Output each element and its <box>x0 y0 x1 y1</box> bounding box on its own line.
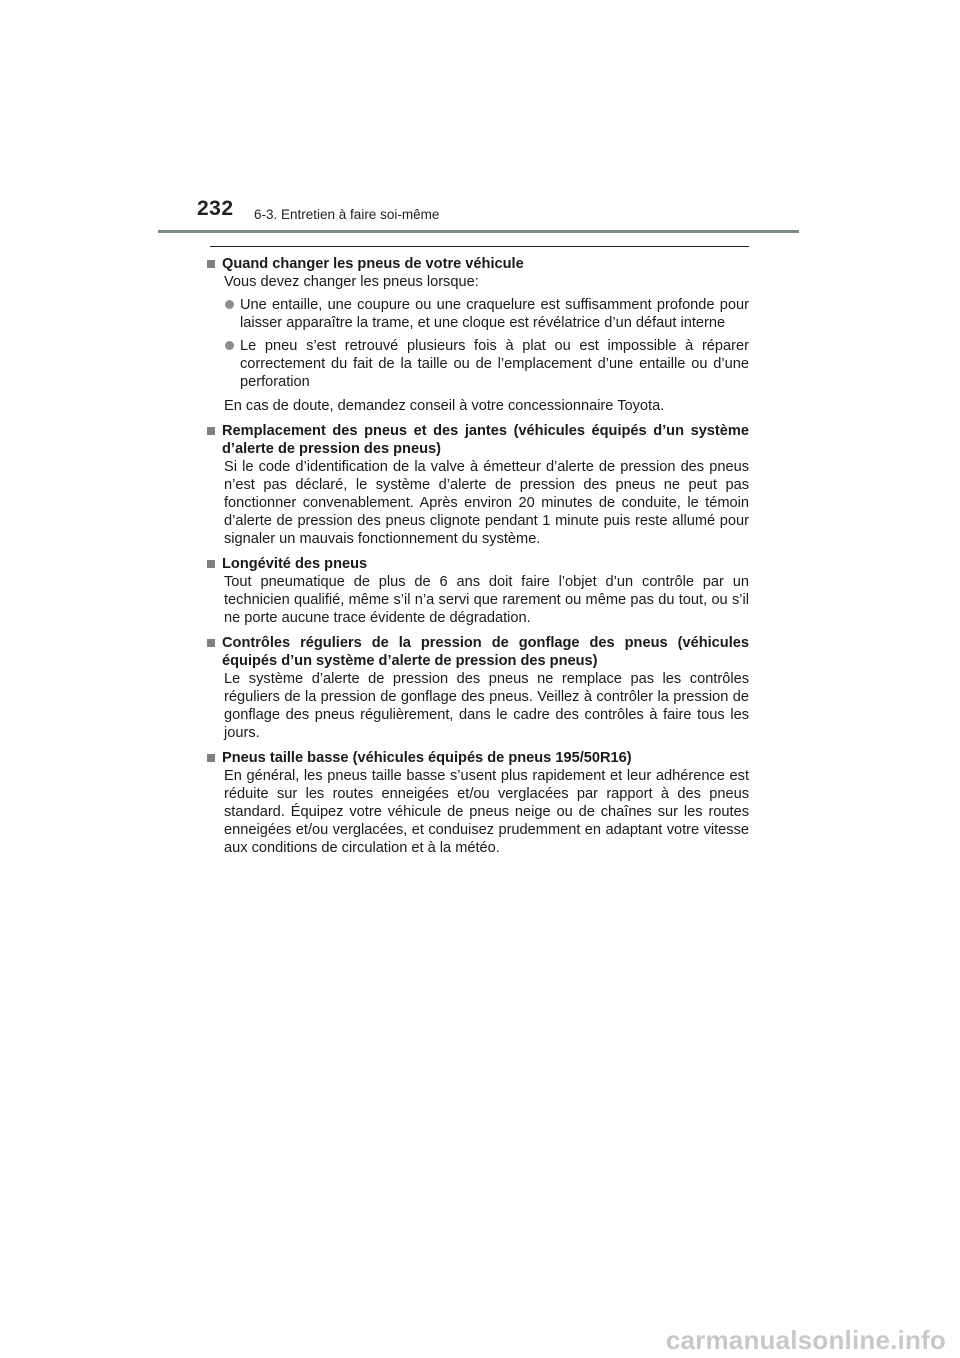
section-body: Si le code d’identification de la valve à émetteur d’alerte de pression des pneus n’est pas déclaré, le système d’alerte de pression des pneus ne peut pas fonctionner convenablement. Après environ 20 minutes de conduite, le témoin d’alerte de pression des pneus clignote pendant 1 minute puis reste allumé pour signaler un mauvais fonctionnement du système. <box>224 459 749 547</box>
list-item-text: Le pneu s’est retrouvé plusieurs fois à plat ou est impossible à réparer correctement du fait de la taille ou de l’emplacement d’une entaille ou d’une perforation <box>240 338 749 390</box>
section-heading: Quand changer les pneus de votre véhicule <box>222 256 524 272</box>
circle-bullet-icon <box>225 341 234 350</box>
section-heading: Longévité des pneus <box>222 556 368 572</box>
section-pressure-checks <box>207 634 749 742</box>
square-bullet-icon <box>207 260 215 268</box>
section-heading: Contrôles réguliers de la pression de gonflage des pneus (véhicules équipés d’un système d’alerte de pression des pneus) <box>222 635 749 669</box>
square-bullet-icon <box>207 560 215 568</box>
list-item <box>207 337 749 391</box>
section-outro: En cas de doute, demandez conseil à votre concessionnaire Toyota. <box>224 398 665 414</box>
header-rule <box>158 230 799 233</box>
section-body: Tout pneumatique de plus de 6 ans doit faire l’objet d’un contrôle par un technicien qualifié, même s’il n’a servi que rarement ou même pas du tout, ou s’il ne porte aucune trace évidente de dégradation. <box>224 574 749 626</box>
section-intro: Vous devez changer les pneus lorsque: <box>224 274 479 290</box>
section-tire-longevity <box>207 555 749 627</box>
section-body: En général, les pneus taille basse s’usent plus rapidement et leur adhérence est réduite sur les routes enneigées et/ou verglacées par rapport à des pneus standard. Équipez votre véhicule de pneus neige ou de chaînes sur les routes enneigées et/ou verglacées, et conduisez prudemment en adaptant votre vitesse aux conditions de circulation et à la météo. <box>224 768 749 856</box>
site-watermark: carmanualsonline.info <box>665 1325 946 1355</box>
chapter-title: 6-3. Entretien à faire soi-même <box>254 207 440 222</box>
list-item-text: Une entaille, une coupure ou une craquelure est suffisamment profonde pour laisser apparaître la trame, et une cloque est révélatrice d’un défaut interne <box>240 297 749 331</box>
page-content <box>207 255 749 864</box>
circle-bullet-icon <box>225 300 234 309</box>
square-bullet-icon <box>207 754 215 762</box>
section-tire-change-timing <box>207 255 749 415</box>
bullet-list <box>207 296 749 391</box>
square-bullet-icon <box>207 427 215 435</box>
page-number: 232 <box>197 197 234 220</box>
list-item <box>207 296 749 332</box>
section-heading: Pneus taille basse (véhicules équipés de pneus 195/50R16) <box>222 750 632 766</box>
square-bullet-icon <box>207 639 215 647</box>
section-low-profile-tires <box>207 749 749 857</box>
section-tire-wheel-replacement <box>207 422 749 548</box>
section-heading: Remplacement des pneus et des jantes (véhicules équipés d’un système d’alerte de pression des pneus) <box>222 423 749 457</box>
section-top-rule <box>210 246 749 247</box>
section-body: Le système d’alerte de pression des pneus ne remplace pas les contrôles réguliers de la pression de gonflage des pneus. Veillez à contrôler la pression de gonflage des pneus régulièrement, dans le cadre des contrôles à faire tous les jours. <box>224 671 749 741</box>
